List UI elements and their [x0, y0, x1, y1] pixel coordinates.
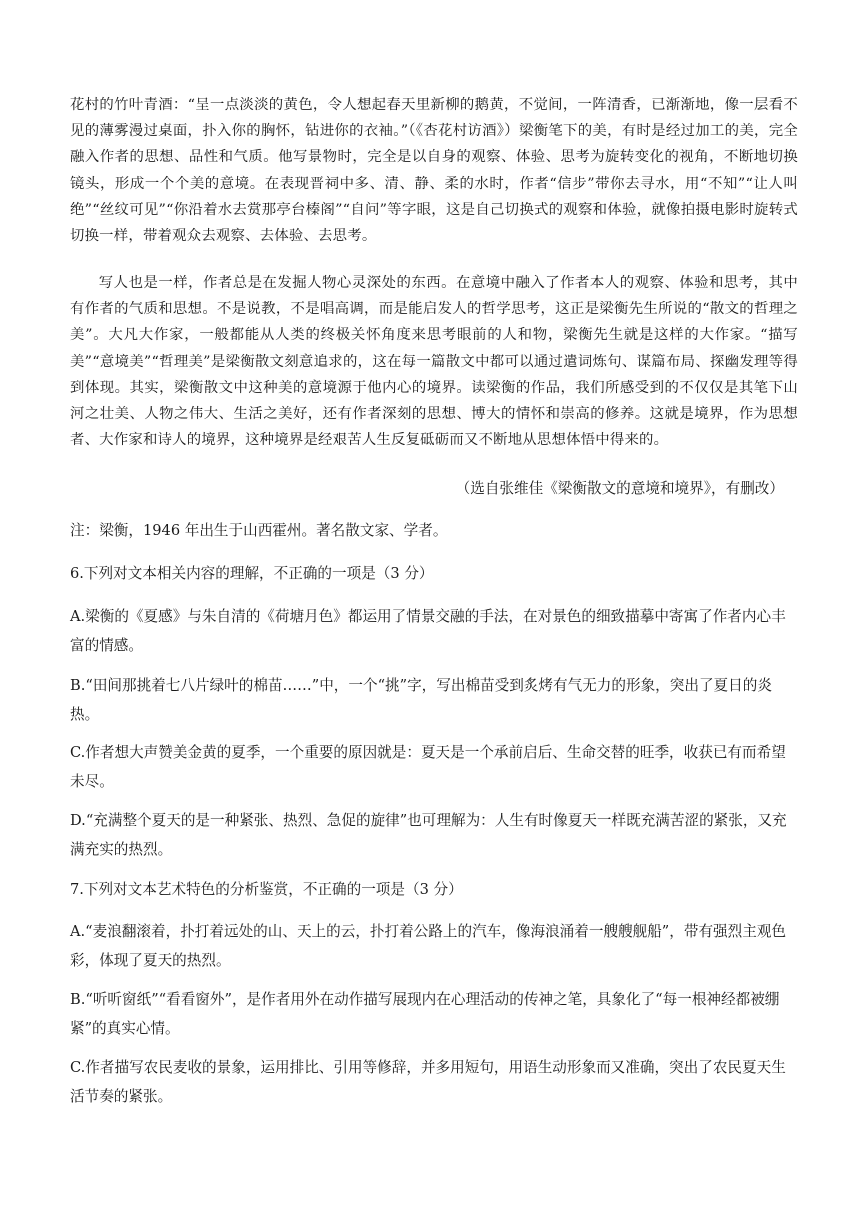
question-7-option-c: C.作者描写农民麦收的景象，运用排比、引用等修辞，并多用短句，用语生动形象而又准确，突出了农民夏天生活节奏的紧张。 [70, 1059, 786, 1105]
body-paragraph-1: 花村的竹叶青酒：“呈一点淡淡的黄色，令人想起春天里新柳的鹅黄，不觉间，一阵清香，已渐渐地，像一层看不见的薄雾漫过桌面，扑入你的胸怀，钻进你的衣袖。”（《杏花村访酒》）梁衡笔下的美，有时是经过加工的美，完全融入作者的思想、品性和气质。他写景物时，完全是以自身的观察、体验、思考为旋转变化的视角，不断地切换镜头，形成一个个美的意境。在表现晋祠中多、清、静、柔的水时，作者“信步”带你去寻水，用“不知”“让人叫绝”“丝纹可见”“你沿着水去赏那亭台榛阁”“自问”等字眼，这是自己切换式的观察和体验，就像拍摄电影时旋转式切换一样，带着观众去观察、去体验、去思考。 [70, 97, 798, 245]
question-6-option-b: B.“田间那挑着七八片绿叶的棉苗……”中，一个“挑”字，写出棉苗受到炙烤有气无力的形象，突出了夏日的炎热。 [70, 677, 772, 723]
question-7-option-a: A.“麦浪翻滚着，扑打着远处的山、天上的云，扑打着公路上的汽车，像海浪涌着一艘艘舰船”，带有强烈主观色彩，体现了夏天的热烈。 [70, 923, 787, 969]
question-6-option-c: C.作者想大声赞美金黄的夏季，一个重要的原因就是：夏天是一个承前启后、生命交替的旺季，收获已有而希望未尽。 [70, 744, 786, 790]
body-paragraph-2: 写人也是一样，作者总是在发掘人物心灵深处的东西。在意境中融入了作者本人的观察、体验和思考，其中有作者的气质和思想。不是说教，不是唱高调，而是能启发人的哲学思考，这正是梁衡先生所说的“散文的哲理之美”。大凡大作家，一般都能从人类的终极关怀角度来思考眼前的人和物，梁衡先生就是这样的大作家。“描写美”“意境美”“哲理美”是梁衡散文刻意追求的，这在每一篇散文中都可以通过遣词炼句、谋篇布局、探幽发理等得到体现。其实，梁衡散文中这种美的意境源于他内心的境界。读梁衡的作品，我们所感受到的不仅仅是其笔下山河之壮美、人物之伟大、生活之美好，还有作者深刻的思想、博大的情怀和崇高的修养。这就是境界，作为思想者、大作家和诗人的境界，这种境界是经艰苦人生反复砥砺而又不断地从思想体悟中得来的。 [70, 275, 798, 449]
source-citation: （选自张维佳《梁衡散文的意境和境界》，有删改） [455, 480, 784, 497]
question-7-option-b: B.“听听窗纸”“看看窗外”，是作者用外在动作描写展现内在心理活动的传神之笔，具象化了“每一根神经都被绷紧”的真实心情。 [70, 991, 780, 1037]
question-6-option-a: A.梁衡的《夏感》与朱自清的《荷塘月色》都运用了情景交融的手法，在对景色的细致描摹中寄寓了作者内心丰富的情感。 [70, 608, 786, 654]
question-7-stem: 7.下列对文本艺术特色的分析鉴赏，不正确的一项是（3 分） [70, 881, 463, 898]
author-note: 注：梁衡，1946 年出生于山西霍州。著名散文家、学者。 [70, 522, 448, 539]
question-6-stem: 6.下列对文本相关内容的理解，不正确的一项是（3 分） [70, 565, 434, 582]
question-6-option-d: D.“充满整个夏天的是一种紧张、热烈、急促的旋律”也可理解为：人生有时像夏天一样既充满苦涩的紧张，又充满充实的热烈。 [70, 812, 787, 858]
